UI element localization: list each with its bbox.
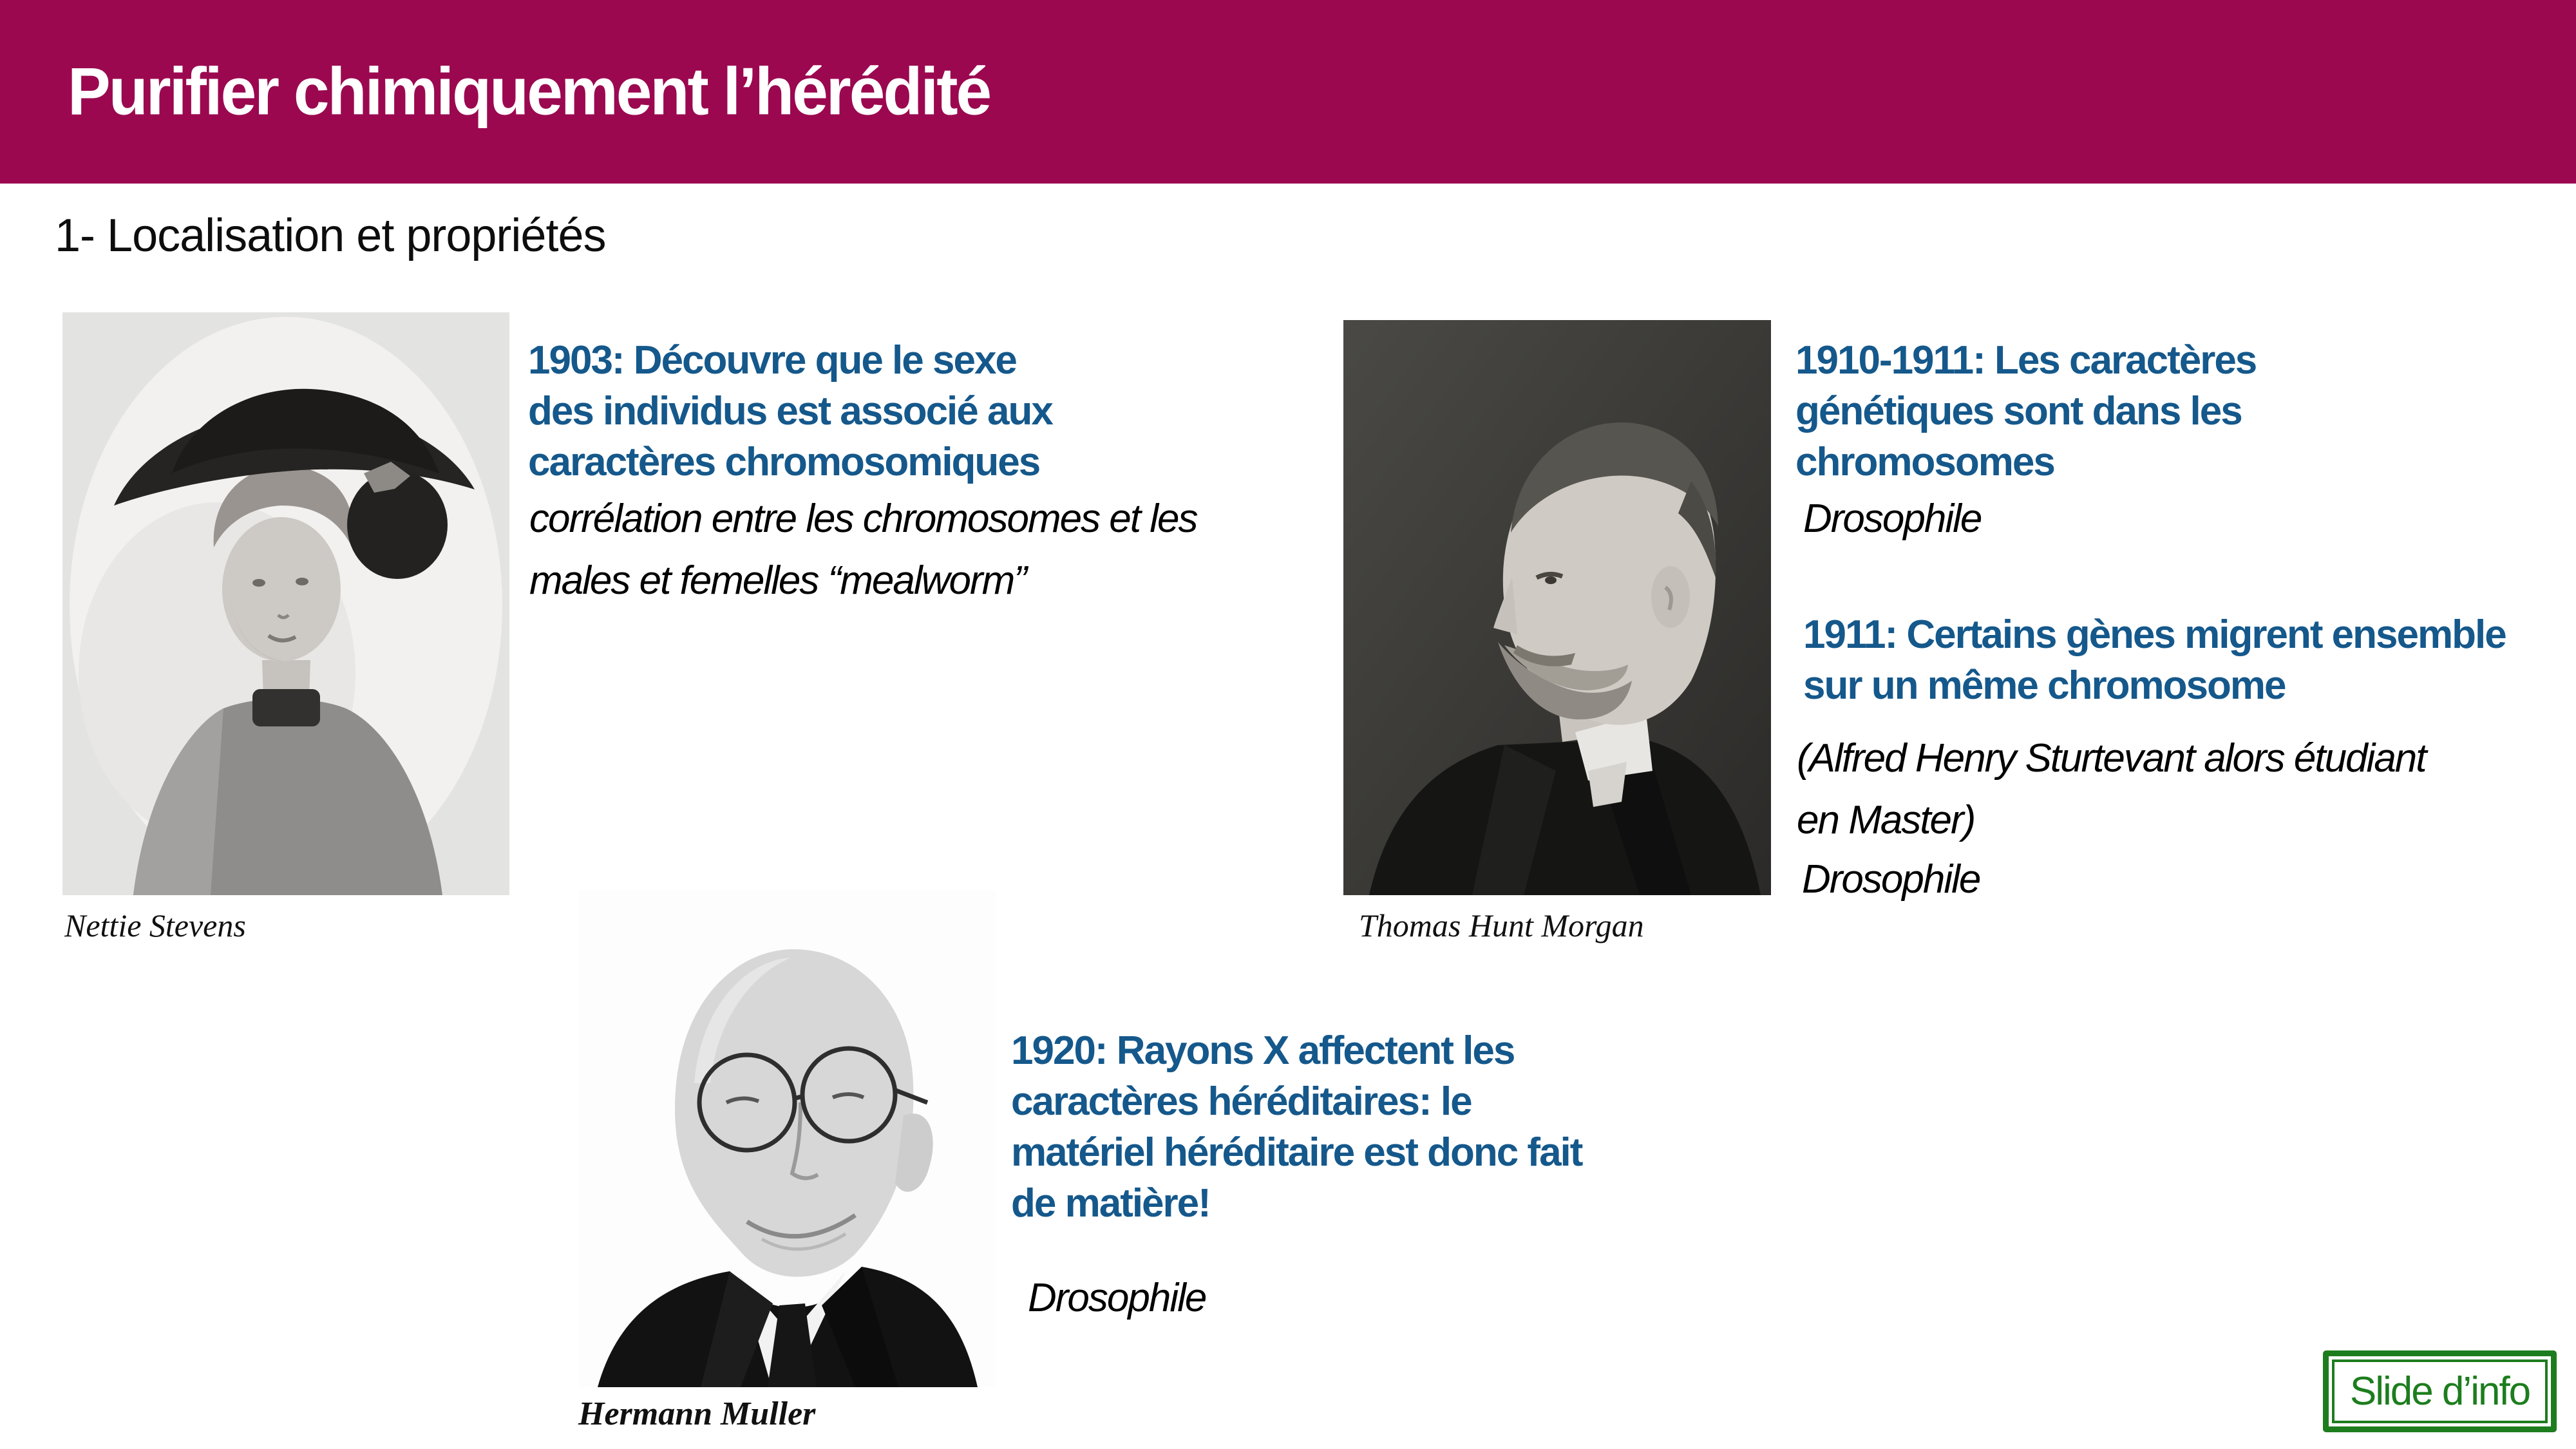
event-1911-note <box>1797 728 2426 851</box>
nettie-stevens-photo <box>62 312 509 895</box>
heading-line: génétiques sont dans les <box>1795 389 2242 433</box>
heading-line: caractères chromosomiques <box>528 440 1040 484</box>
heading-line: de matière! <box>1011 1181 1210 1226</box>
note-line: males et femelles “mealworm” <box>529 558 1026 603</box>
heading-line: 1920: Rayons X affectent les <box>1011 1028 1515 1073</box>
hermann-muller-caption: Hermann Muller <box>578 1396 816 1432</box>
event-1903-heading <box>528 335 1052 488</box>
heading-line: caractères héréditaires: le <box>1011 1079 1472 1124</box>
thomas-hunt-morgan-portrait-image <box>1343 320 1771 895</box>
heading-line: sur un même chromosome <box>1803 663 2286 708</box>
event-1920-note: Drosophile <box>1028 1276 1206 1320</box>
thomas-hunt-morgan-photo <box>1343 320 1771 895</box>
nettie-stevens-caption: Nettie Stevens <box>64 907 246 943</box>
heading-line: matériel héréditaire est donc fait <box>1011 1130 1582 1175</box>
section-subtitle: 1- Localisation et propriétés <box>55 210 606 261</box>
heading-line: 1910-1911: Les caractères <box>1795 338 2257 383</box>
event-1903-note <box>529 488 1197 612</box>
event-1920-heading <box>1011 1025 1582 1229</box>
slide-info-button[interactable] <box>2323 1350 2557 1432</box>
heading-line: des individus est associé aux <box>528 389 1052 433</box>
slide-info-label: Slide d’info <box>2349 1369 2530 1414</box>
nettie-stevens-portrait-image <box>62 312 509 895</box>
thomas-hunt-morgan-caption: Thomas Hunt Morgan <box>1359 907 1644 943</box>
event-1911-heading <box>1803 609 2506 711</box>
note-line: (Alfred Henry Sturtevant alors étudiant <box>1797 736 2426 781</box>
event-1910-note: Drosophile <box>1803 497 1982 541</box>
hermann-muller-photo <box>578 890 996 1387</box>
title-banner <box>0 0 2576 184</box>
event-1911-note2: Drosophile <box>1802 857 1980 902</box>
heading-line: 1911: Certains gènes migrent ensemble <box>1803 612 2506 657</box>
note-line: corrélation entre les chromosomes et les <box>529 497 1197 541</box>
event-1910-heading <box>1795 335 2256 488</box>
note-line: en Master) <box>1797 798 1975 842</box>
heading-line: 1903: Découvre que le sexe <box>528 338 1016 383</box>
hermann-muller-portrait-image <box>578 890 996 1387</box>
slide-title: Purifier chimiquement l’hérédité <box>68 53 990 129</box>
heading-line: chromosomes <box>1795 440 2054 484</box>
